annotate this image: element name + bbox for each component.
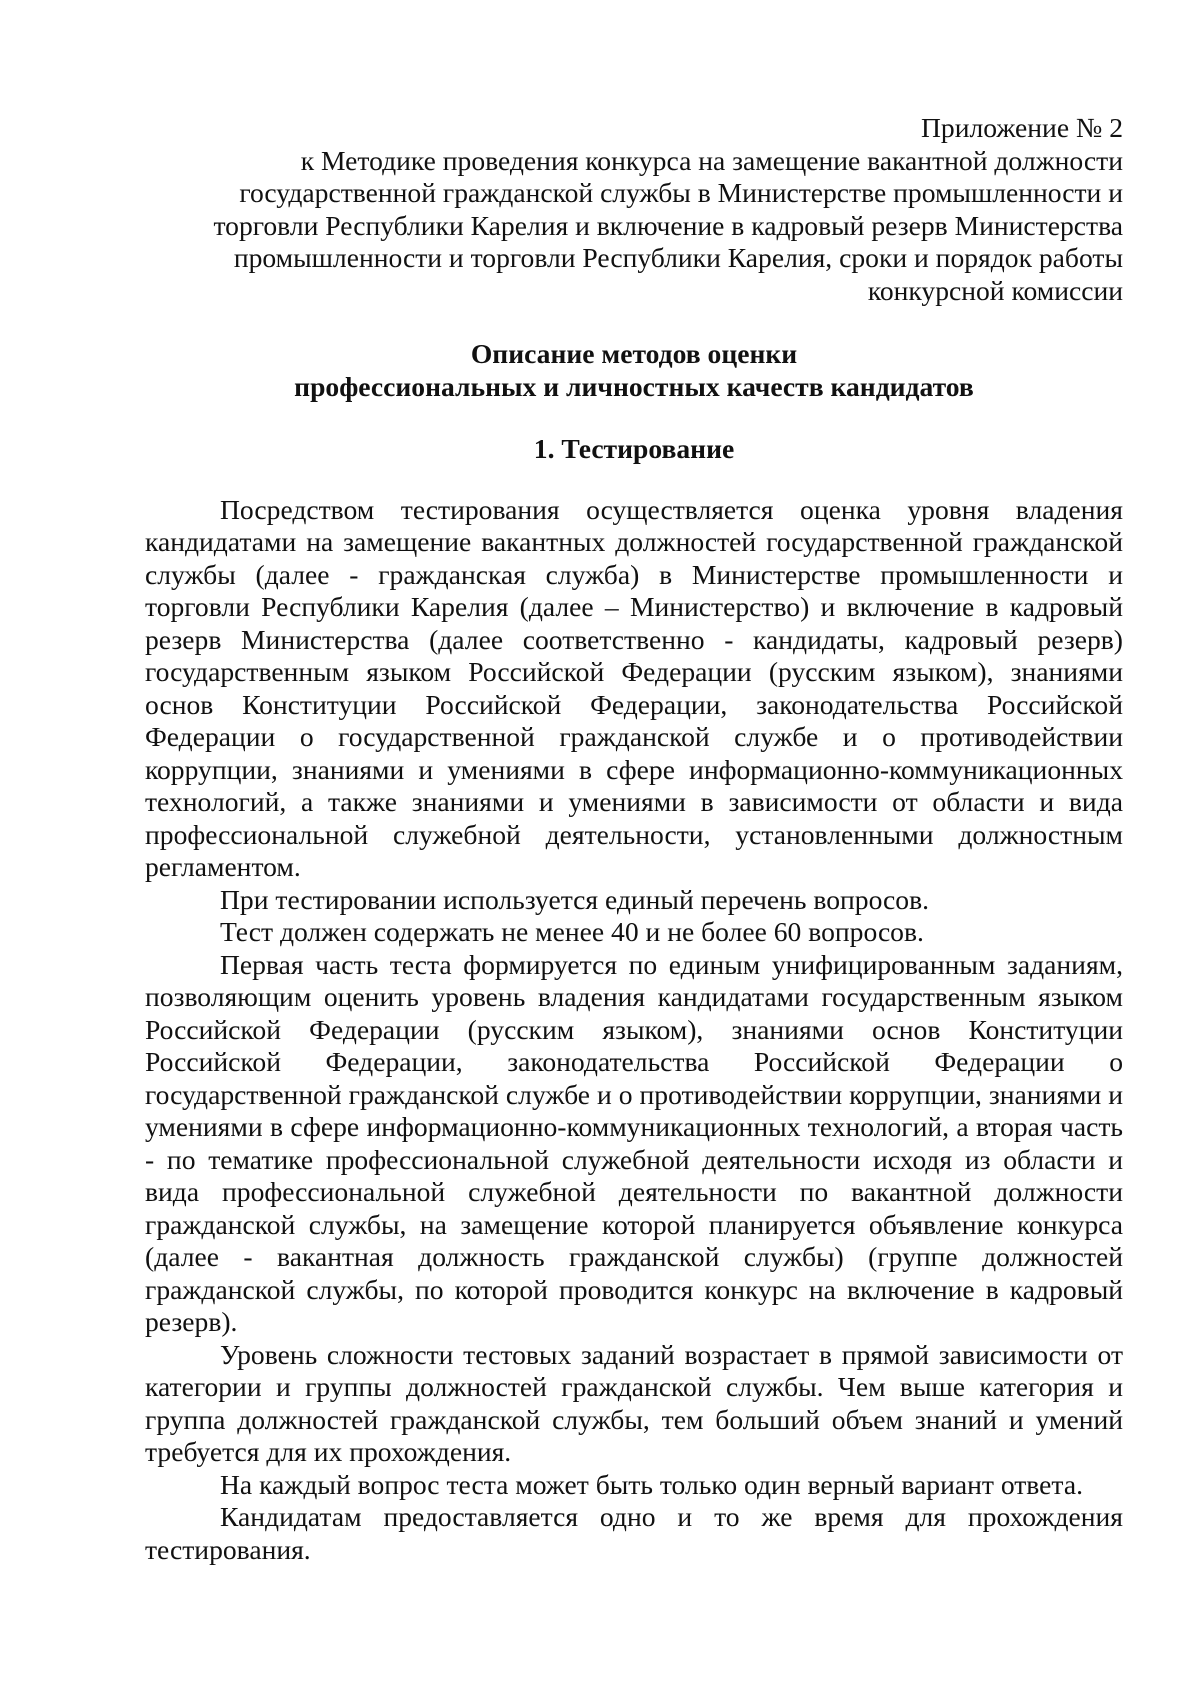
appendix-line: конкурсной комиссии — [867, 274, 1123, 306]
section-body — [145, 494, 1123, 1567]
title-line: Описание методов оценки — [470, 338, 798, 369]
document-title — [145, 338, 1123, 403]
appendix-number: Приложение № 2 — [920, 112, 1123, 143]
paragraph: Первая часть теста формируется по единым унифицированным заданиям, позволяющим оценить уровень владения кандидатами государственным языком Российской Федерации (русским языком), знаниями основ Конституции Российской Федерации, законодательства Российской Федерации о государственной гражданской службе и о противодействии коррупции, знаниями и умениями в сфере информационно-коммуникационных технологий, а вторая часть - по тематике профессиональной служебной деятельности исходя из области и вида профессиональной служебной деятельности по вакантной должности гражданской службы, на замещение которой планируется объявление конкурса (далее - вакантная должность гражданской службы) (группе должностей гражданской службы, по которой проводится конкурс на включение в кадровый резерв). — [145, 948, 1123, 1337]
paragraph: При тестировании используется единый перечень вопросов. — [220, 883, 930, 915]
appendix-line: торговли Республики Карелия и включение в кадровый резерв Министерства — [213, 209, 1123, 241]
paragraph: Посредством тестирования осуществляется оценка уровня владения кандидатами на замещение вакантных должностей государственной гражданской службы (далее - гражданская служба) в Министерстве промышленности и торговли Республики Карелия (далее – Министерство) и включение в кадровый резерв Министерства (далее соответственно - кандидаты, кадровый резерв) государственным языком Российской Федерации (русским языком), знаниями основ Конституции Российской Федерации, законодательства Российской Федерации о государственной гражданской службе и о противодействии коррупции, знаниями и умениями в сфере информационно-коммуникационных технологий, а также знаниями и умениями в зависимости от области и вида профессиональной служебной деятельности, установленными должностным регламентом. — [145, 493, 1123, 882]
document-page — [145, 112, 1123, 1566]
appendix-header — [145, 112, 1123, 307]
appendix-line: государственной гражданской службы в Министерстве промышленности и — [239, 177, 1123, 208]
title-line: профессиональных и личностных качеств кандидатов — [294, 370, 974, 402]
paragraph: Тест должен содержать не менее 40 и не более 60 вопросов. — [220, 916, 924, 947]
appendix-line: промышленности и торговли Республики Карелия, сроки и порядок работы — [233, 242, 1123, 273]
paragraph: Кандидатам предоставляется одно и то же время для прохождения тестирования. — [145, 1501, 1123, 1565]
section-heading: 1. Тестирование — [533, 433, 735, 464]
appendix-line: к Методике проведения конкурса на замещение вакантной должности — [300, 144, 1123, 176]
paragraph: Уровень сложности тестовых заданий возрастает в прямой зависимости от категории и группы должностей гражданской службы. Чем выше категория и группа должностей гражданской службы, тем больший объем знаний и умений требуется для их прохождения. — [145, 1338, 1123, 1467]
paragraph: На каждый вопрос теста может быть только один верный вариант ответа. — [220, 1468, 1083, 1500]
